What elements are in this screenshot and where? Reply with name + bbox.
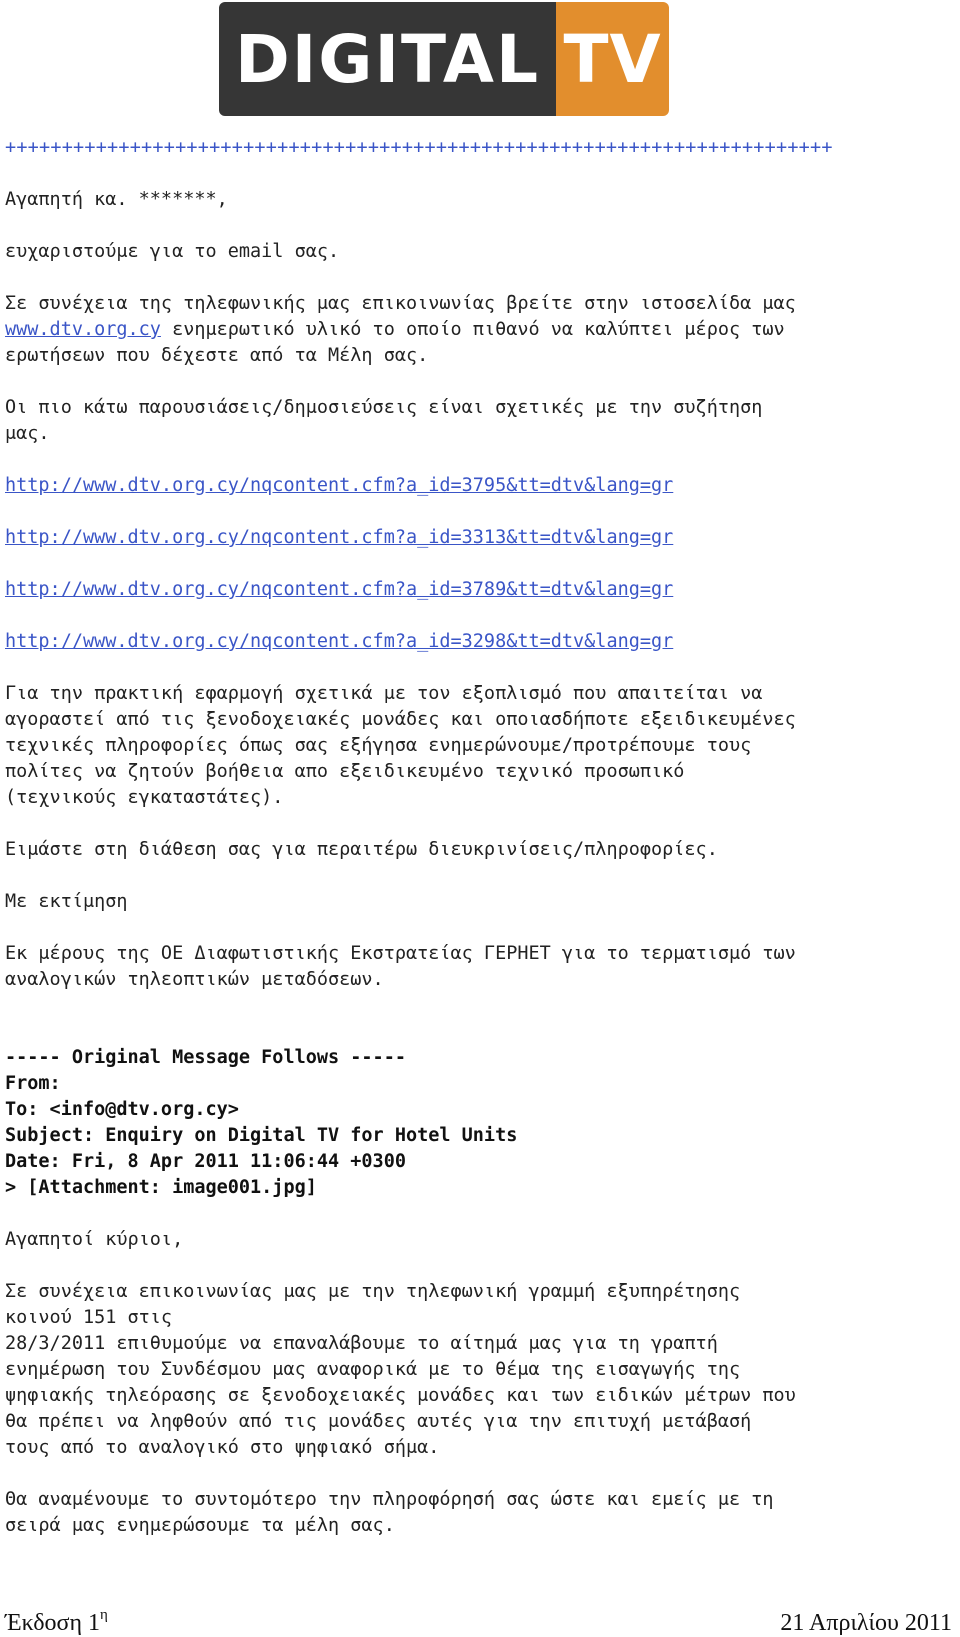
header-subject: Subject: Enquiry on Digital TV for Hotel Units [5, 1125, 518, 1146]
original-para1-line: 28/3/2011 επιθυμούμε να επαναλάβουμε το αίτημά μας για τη γραπτή [5, 1333, 718, 1354]
header-date: Date: Fri, 8 Apr 2011 11:06:44 +0300 [5, 1151, 406, 1172]
para1-line1: Σε συνέχεια της τηλεφωνικής μας επικοινωνίας βρείτε στην ιστοσελίδα μας [5, 293, 796, 314]
original-para1-line: τους από το αναλογικό στο ψηφιακό σήμα. [5, 1437, 440, 1458]
separator-line: +++++++++++++++++++++++++++++++++++++++++++++++++++++++++++++++++++++++++ [5, 137, 833, 158]
original-greeting: Αγαπητοί κύριοι, [5, 1229, 184, 1250]
link-line [5, 629, 673, 655]
footer-date: 21 Απριλίου 2011 [780, 1610, 952, 1636]
presentation-link-4[interactable]: http://www.dtv.org.cy/nqcontent.cfm?a_id=3298&tt=dtv&lang=gr [5, 631, 674, 652]
greeting: Αγαπητή κα. *******, [5, 189, 228, 210]
logo-digital-text: DIGITAL [219, 2, 556, 116]
link-line [5, 525, 673, 551]
signature-line: αναλογικών τηλεοπτικών μεταδόσεων. [5, 969, 384, 990]
logo-tv-text: TV [556, 2, 669, 116]
header-to: To: <info@dtv.org.cy> [5, 1099, 239, 1120]
header-attachment: > [Attachment: image001.jpg] [5, 1177, 317, 1198]
para1-line2-text: ενημερωτικό υλικό το οποίο πιθανό να καλύπτει μέρος των [160, 319, 785, 340]
original-message-divider: ----- Original Message Follows ----- [5, 1047, 406, 1068]
para2-line1: Οι πιο κάτω παρουσιάσεις/δημοσιεύσεις είναι σχετικές με την συζήτηση [5, 397, 763, 418]
original-para1-line: ενημέρωση του Συνδέσμου μας αναφορικά με το θέμα της εισαγωγής της [5, 1359, 741, 1380]
header-from: From: [5, 1073, 61, 1094]
para3-line: αγοραστεί από τις ξενοδοχειακές μονάδες και οποιασδήποτε εξειδικευμένες [5, 709, 796, 730]
para2-line2: μας. [5, 423, 50, 444]
footer-version [5, 1607, 108, 1637]
version-superscript: η [100, 1607, 108, 1623]
regards-line: Με εκτίμηση [5, 891, 128, 912]
presentation-link-1[interactable]: http://www.dtv.org.cy/nqcontent.cfm?a_id=3795&tt=dtv&lang=gr [5, 475, 674, 496]
presentation-link-3[interactable]: http://www.dtv.org.cy/nqcontent.cfm?a_id=3789&tt=dtv&lang=gr [5, 579, 674, 600]
para3-line: (τεχνικούς εγκαταστάτες). [5, 787, 284, 808]
original-para2-line: Θα αναμένουμε το συντομότερο την πληροφόρησή σας ώστε και εμείς με τη [5, 1489, 774, 1510]
para3-line: πολίτες να ζητούν βοήθεια απο εξειδικευμένο τεχνικό προσωπικό [5, 761, 685, 782]
website-link[interactable]: www.dtv.org.cy [5, 319, 161, 340]
link-line [5, 473, 673, 499]
availability-line: Ειμάστε στη διάθεση σας για περαιτέρω διευκρινίσεις/πληροφορίες. [5, 839, 718, 860]
link-line [5, 577, 673, 603]
version-label: Έκδοση 1 [5, 1610, 101, 1636]
signature-line: Εκ μέρους της ΟΕ Διαφωτιστικής Εκστρατείας ΓΕΡΗΕΤ για το τερματισμό των [5, 943, 796, 964]
para3-line: τεχνικές πληροφορίες όπως σας εξήγησα ενημερώνουμε/προτρέπουμε τους [5, 735, 752, 756]
thanks-line: ευχαριστούμε για το email σας. [5, 241, 340, 262]
digital-tv-logo [219, 2, 669, 116]
para1-line3: ερωτήσεων που δέχεστε από τα Μέλη σας. [5, 345, 429, 366]
presentation-link-2[interactable]: http://www.dtv.org.cy/nqcontent.cfm?a_id=3313&tt=dtv&lang=gr [5, 527, 674, 548]
original-para1-line: κοινού 151 στις [5, 1307, 173, 1328]
original-para1-line: ψηφιακής τηλεόρασης σε ξενοδοχειακές μονάδες και των ειδικών μέτρων που [5, 1385, 796, 1406]
original-para2-line: σειρά μας ενημερώσουμε τα μέλη σας. [5, 1515, 395, 1536]
original-para1-line: Σε συνέχεια επικοινωνίας μας με την τηλεφωνική γραμμή εξυπηρέτησης [5, 1281, 741, 1302]
para1-line2 [5, 317, 785, 343]
original-para1-line: θα πρέπει να ληφθούν από τις μονάδες αυτές για την επιτυχή μετάβασή [5, 1411, 752, 1432]
para3-line: Για την πρακτική εφαρμογή σχετικά με τον εξοπλισμό που απαιτείται να [5, 683, 763, 704]
